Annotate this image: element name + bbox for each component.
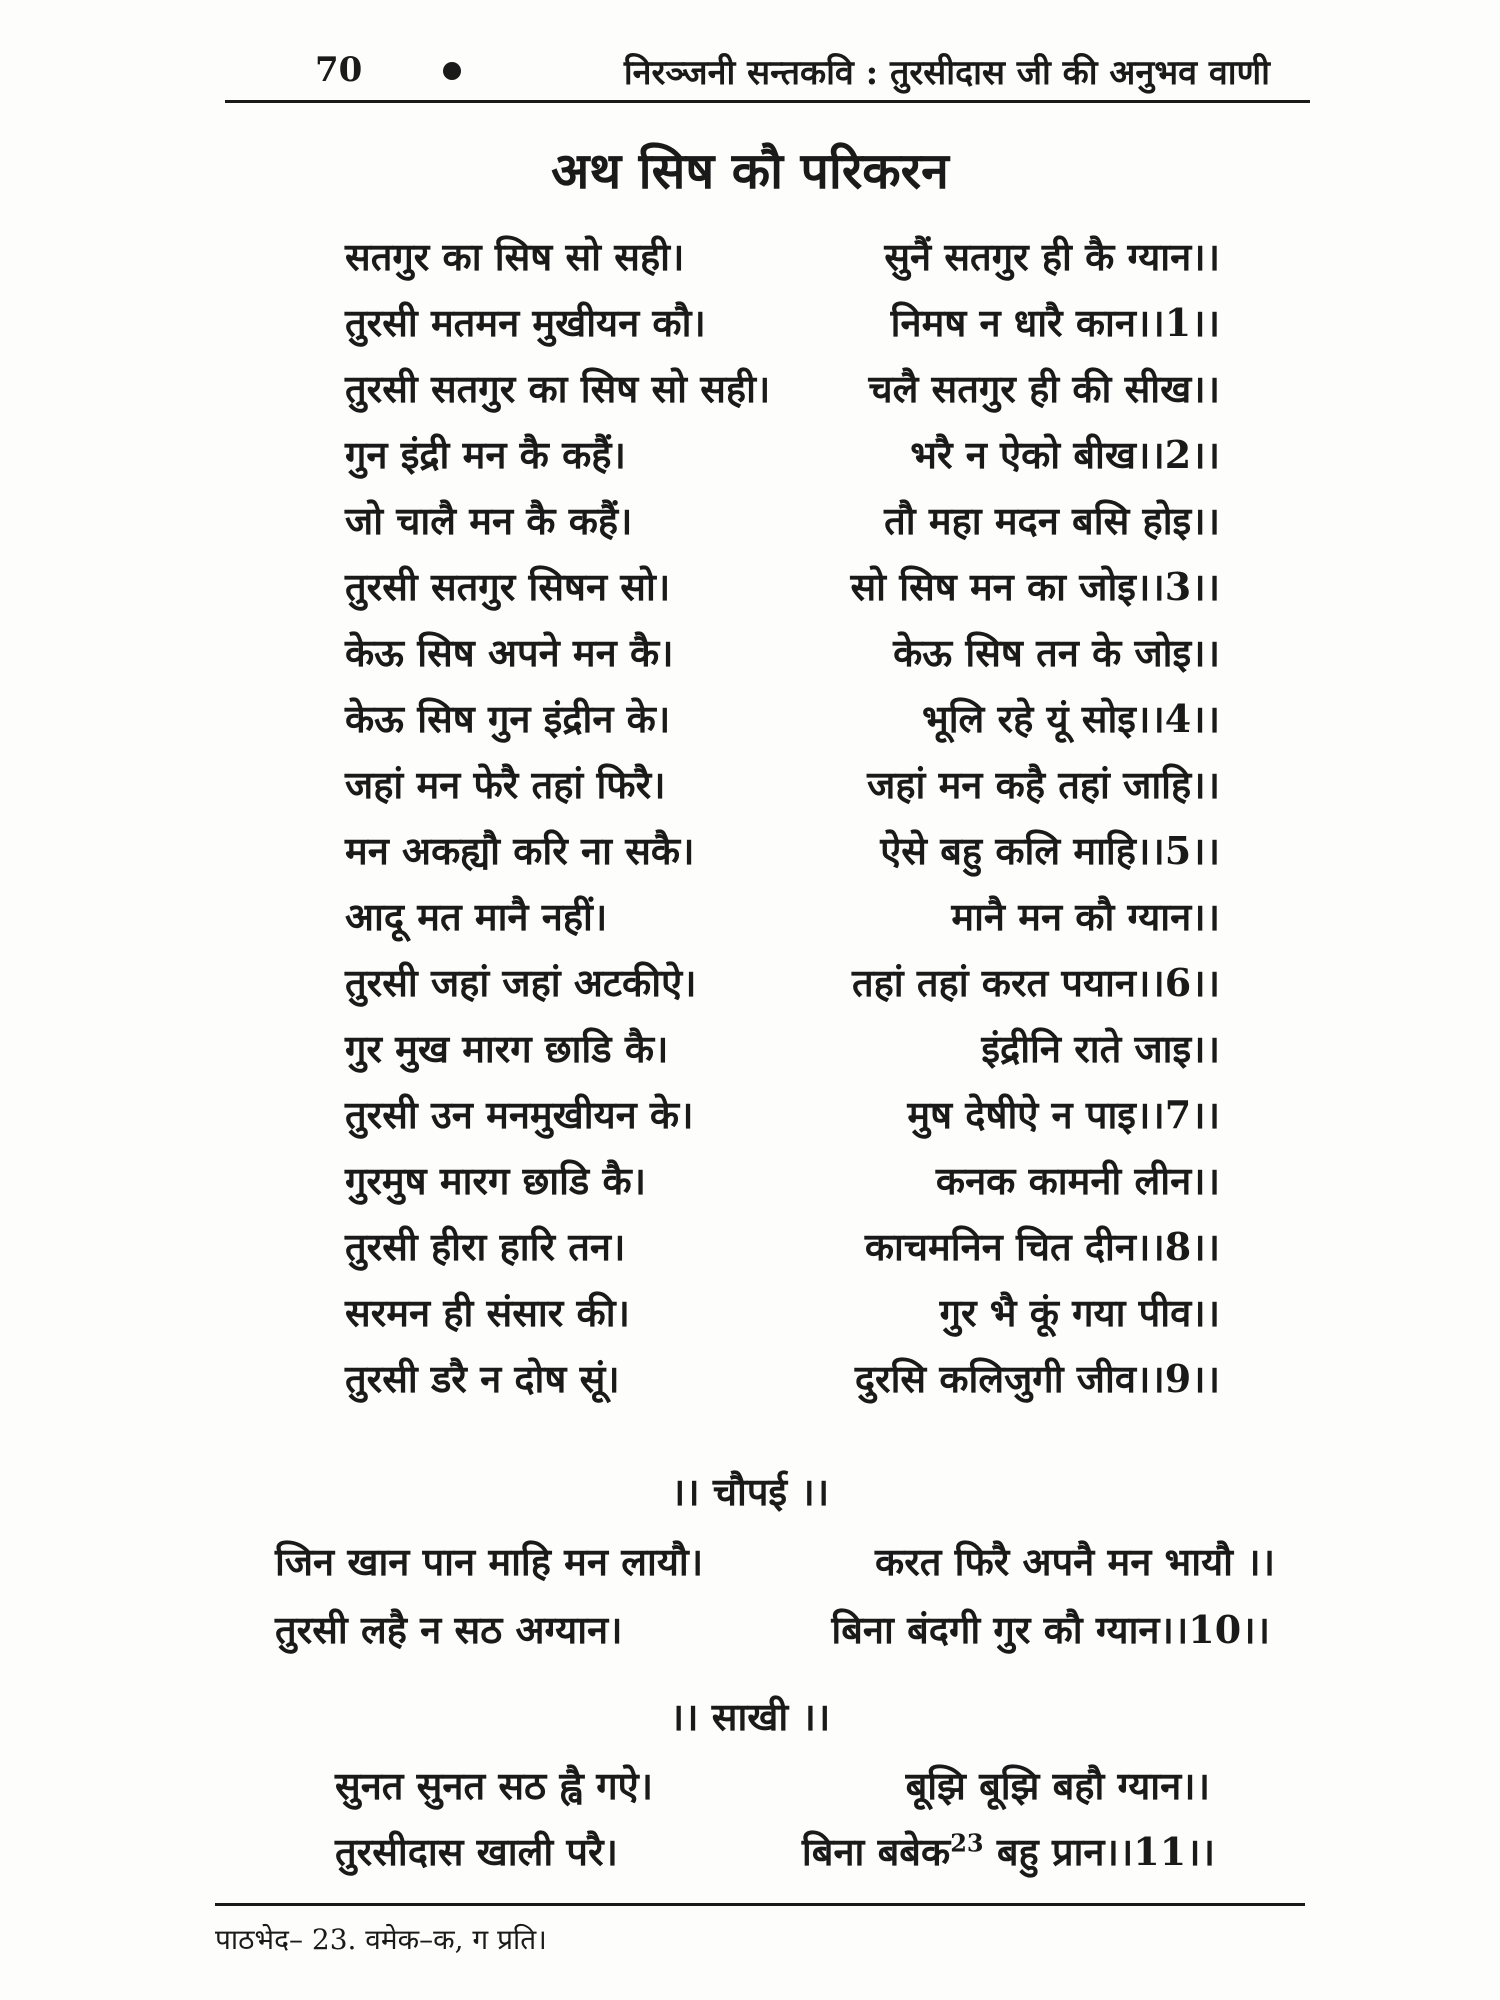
section-title: अथ सिष कौ परिकरन [551,141,949,200]
verse-line: तुरसी मतमन मुखीयन कौ। निमष न धारै कान।।1।। [345,300,1220,345]
bullet-dot-icon [443,62,461,80]
running-title: निरञ्जनी सन्तकवि : तुरसीदास जी की अनुभव वाणी [623,53,1270,93]
verse-line: गुर मुख मारग छाडि कै। इंद्रीनि राते जाइ।। [345,1026,1220,1071]
verse-line: केऊ सिष गुन इंद्रीन के। भूलि रहे यूं सोइ।।4।। [345,696,1220,741]
verse-line: गुरमुष मारग छाडि कै। कनक कामनी लीन।। [345,1158,1220,1203]
verse-line: तुरसी हीरा हारि तन। काचमनिन चित दीन।।8।। [345,1224,1220,1269]
footnote-divider [215,1903,1305,1906]
sakhi-line: तुरसीदास खाली परै। बिना बबेक$^{23}$ बहु प्रान।।11।। [335,1828,1215,1874]
verse-line: जहां मन फेरै तहां फिरै। जहां मन कहै तहां जाहि।। [345,762,1220,807]
footnote-marker: 23 [950,1828,984,1858]
chaupai-line: जिन खान पान माहि मन लायौ। करत फिरै अपनै मन भायौ ।। [275,1539,1275,1584]
page-header [225,38,1310,103]
chaupai-line: तुरसी लहै न सठ अग्यान। बिना बंदगी गुर कौ ग्यान।।10।। [275,1607,1270,1652]
verse-line: तुरसी सतगुर सिषन सो। सो सिष मन का जोइ।।3।। [345,564,1220,609]
verse-line: गुन इंद्री मन कै कहैं। भरै न ऐको बीख।।2।। [345,432,1220,477]
verse-line: सरमन ही संसार की। गुर भै कूं गया पीव।। [345,1290,1220,1335]
verse-line: मन अकह्यौ करि ना सकै। ऐसे बहु कलि माहि।।5।। [345,828,1220,873]
verse-line: तुरसी सतगुर का सिष सो सही। चलै सतगुर ही की सीख।। [345,366,1220,411]
verse-line: जो चालै मन कै कहैं। तौ महा मदन बसि होइ।। [345,498,1220,543]
verse-line: तुरसी जहां जहां अटकीऐ। तहां तहां करत पयान।।6।। [345,960,1220,1005]
sakhi-line: सुनत सुनत सठ ह्वै गऐ। बूझि बूझि बहौ ग्यान।। [335,1763,1210,1808]
verse-line: तुरसी उन मनमुखीयन के। मुष देषीऐ न पाइ।।7।। [345,1092,1220,1137]
page-number: 70 [315,50,363,90]
verse-line: तुरसी डरै न दोष सूं। दुरसि कलिजुगी जीव।।9।। [345,1356,1220,1401]
footnote: पाठभेद– 23. वमेक–क, ग प्रति। [215,1923,547,1956]
sakhi-heading: ।। साखी ।। [669,1694,831,1739]
verse-line: केऊ सिष अपने मन कै। केऊ सिष तन के जोइ।। [345,630,1220,675]
verse-line: आदू मत मानै नहीं। मानै मन कौ ग्यान।। [345,894,1220,939]
verse-line: सतगुर का सिष सो सही। सुनैं सतगुर ही कै ग्यान।। [345,234,1220,279]
chaupai-heading: ।। चौपई ।। [670,1469,830,1514]
